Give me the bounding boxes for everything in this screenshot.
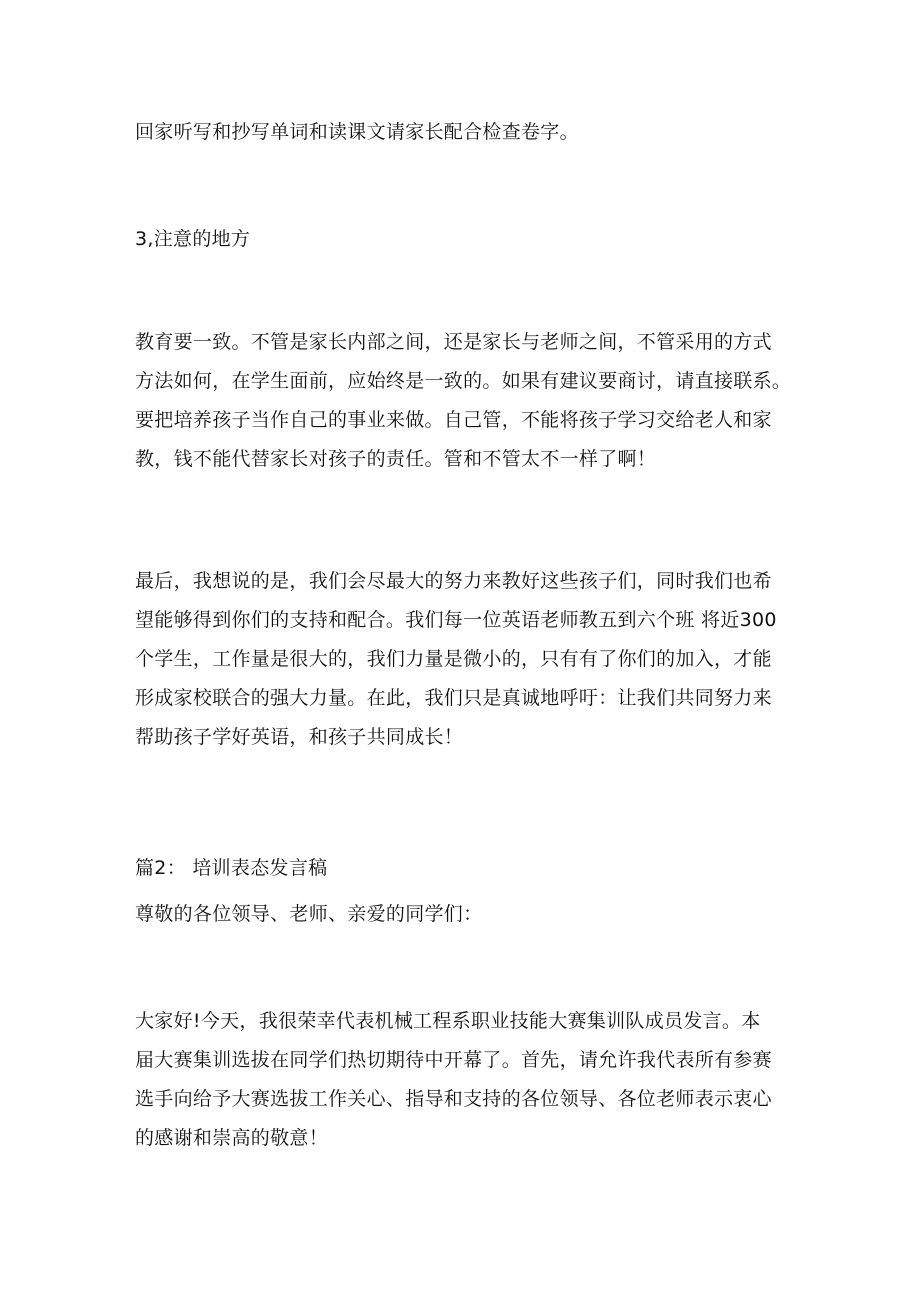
text-line: 方法如何，在学生面前，应始终是一致的。如果有建议要商讨，请直接联系。 (135, 370, 792, 392)
text-line: 要把培养孩子当作自己的事业来做。自己管，不能将孩子学习交给老人和家 (135, 409, 772, 431)
text-line: 回家听写和抄写单词和读课文请家长配合检查卷字。 (135, 121, 579, 143)
salutation (135, 895, 790, 934)
text-line: 选手向给予大赛选拔工作关心、指导和支持的各位领导、各位老师表示衷心 (135, 1088, 772, 1110)
text-line: 的感谢和崇高的敬意！ (135, 1127, 329, 1149)
paragraph-closing-appeal (135, 562, 790, 757)
text-line: 篇2： 培训表态发言稿 (135, 857, 328, 879)
text-line: 个学生，工作量是很大的，我们力量是微小的，只有有了你们的加入，才能 (135, 648, 772, 670)
text-line: 形成家校联合的强大力量。在此，我们只是真诚地呼吁：让我们共同努力来 (135, 687, 772, 709)
text-line: 届大赛集训选拔在同学们热切期待中开幕了。首先，请允许我代表所有参赛 (135, 1049, 772, 1071)
section-heading-notes (135, 220, 790, 259)
text-line: 教育要一致。不管是家长内部之间，还是家长与老师之间，不管采用的方式 (135, 331, 772, 353)
text-line: 望能够得到你们的支持和配合。我们每一位英语老师教五到六个班 将近300 (135, 609, 777, 631)
paragraph-speech-opening (135, 1002, 790, 1158)
text-line: 教，钱不能代替家长对孩子的责任。管和不管太不一样了啊！ (135, 448, 657, 470)
text-line: 最后，我想说的是，我们会尽最大的努力来教好这些孩子们，同时我们也希 (135, 570, 772, 592)
text-line: 尊敬的各位领导、老师、亲爱的同学们： (135, 903, 483, 925)
paragraph-homework-note (135, 113, 790, 152)
text-line: 帮助孩子学好英语，和孩子共同成长！ (135, 726, 464, 748)
article-title (135, 849, 790, 888)
text-line: 大家好!今天，我很荣幸代表机械工程系职业技能大赛集训队成员发言。本 (135, 1010, 761, 1032)
paragraph-consistent-education (135, 323, 790, 479)
text-line: 3,注意的地方 (135, 228, 251, 250)
